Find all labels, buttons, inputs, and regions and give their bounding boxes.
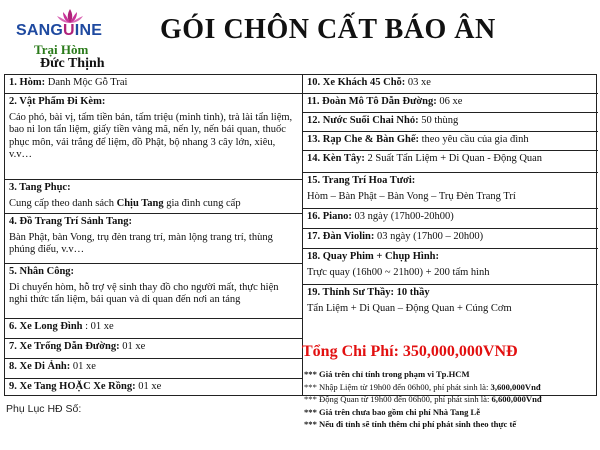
item-3: 3. Tang Phục: Cung cấp theo danh sách Chịu Tang gia đình cung cấp [5,180,302,214]
item-8: 8. Xe Di Ảnh: 01 xe [5,359,302,379]
appendix-label: Phụ Lục HĐ Số: [6,403,82,415]
item-5: 5. Nhân Công: Di chuyển hòm, hỗ trợ vệ sinh thay đồ cho người mất, thực hiện nghi thức tẩn liệm, bái quan và di quan đến nơi an táng [5,264,302,319]
item-19: 19. Thỉnh Sư Thầy: 10 thầy Tẩn Liệm + Di Quan – Động Quan + Cúng Cơm [307,287,512,314]
item-9: 9. Xe Tang HOẶC Xe Rồng: 01 xe [9,381,162,392]
logo [6,6,114,71]
note-item: *** Giá trên chưa bao gồm chi phí Nhà Tang Lễ [304,406,481,417]
item-14: 14. Kèn Tây: 2 Suất Tẩn Liệm + Di Quan - Động Quan [303,151,598,173]
item-10: 10. Xe Khách 45 Chỗ: 03 xe [303,75,598,94]
note-item: *** Nhập Liệm từ 19h00 đến 06h00, phí phát sinh là: 3,600,000Vnđ [304,381,541,392]
brand-name: SANGUINE [16,22,103,39]
left-column [5,75,302,395]
page-title: GÓI CHÔN CẤT BÁO ÂN [160,14,496,45]
item-15: 15. Trang Trí Hoa Tươi: Hòm – Bàn Phật – Bàn Vong – Trụ Đèn Trang Trí [303,173,598,209]
item-6: 6. Xe Long Đình : 01 xe [5,319,302,339]
item-13: 13. Rạp Che & Bàn Ghế: theo yêu cầu của gia đình [303,132,598,151]
item-12: 12. Nước Suối Chai Nhỏ: 50 thùng [303,113,598,132]
notes-list [304,368,594,431]
camp-label: Trại Hòm [34,42,89,57]
item-18: 18. Quay Phim + Chụp Hình: Trực quay (16h00 ~ 21h00) + 200 tấm hình [303,249,598,285]
camp-name: Đức Thịnh [40,56,105,71]
item-16: 16. Piano: 03 ngày (17h00-20h00) [303,209,598,229]
note-item: *** Giá trên chỉ tính trong phạm vi Tp.HCM [304,369,470,379]
item-4: 4. Đồ Trang Trí Sảnh Tang: Bàn Phật, bàn Vong, trụ đèn trang trí, màn lộng trang trí, thùng phúng điếu, v.v… [5,214,302,264]
item-17: 17. Đàn Violin: 03 ngày (17h00 – 20h00) [303,229,598,249]
item-11: 11. Đoàn Mô Tô Dẫn Đường: 06 xe [303,94,598,113]
item-1: 1. Hòm: Danh Mộc Gỗ Trai [5,75,302,94]
total-price: Tổng Chi Phí: 350,000,000VNĐ [302,343,518,360]
note-item: *** Động Quan từ 19h00 đến 06h00, phí phát sinh là: 6,600,000Vnđ [304,394,542,405]
item-7: 7. Xe Trống Dẫn Đường: 01 xe [5,339,302,359]
item-2: 2. Vật Phẩm Đi Kèm: Cáo phó, bài vị, tấm tiền bản, tấm triệu (minh tinh), trà lài tẩn liệm, bao ni lon tẩn liệm, giấy tiền vàng mã, nến ly, nến bái quan, thuốc phục môn, vải trắng để liệm, đồ Phật, bộ nhang 3 cây lớn, xiêu, v.v… [5,94,302,180]
note-item: *** Nếu đi tỉnh sẽ tính thêm chi phí phát sinh theo thực tế [304,419,517,430]
